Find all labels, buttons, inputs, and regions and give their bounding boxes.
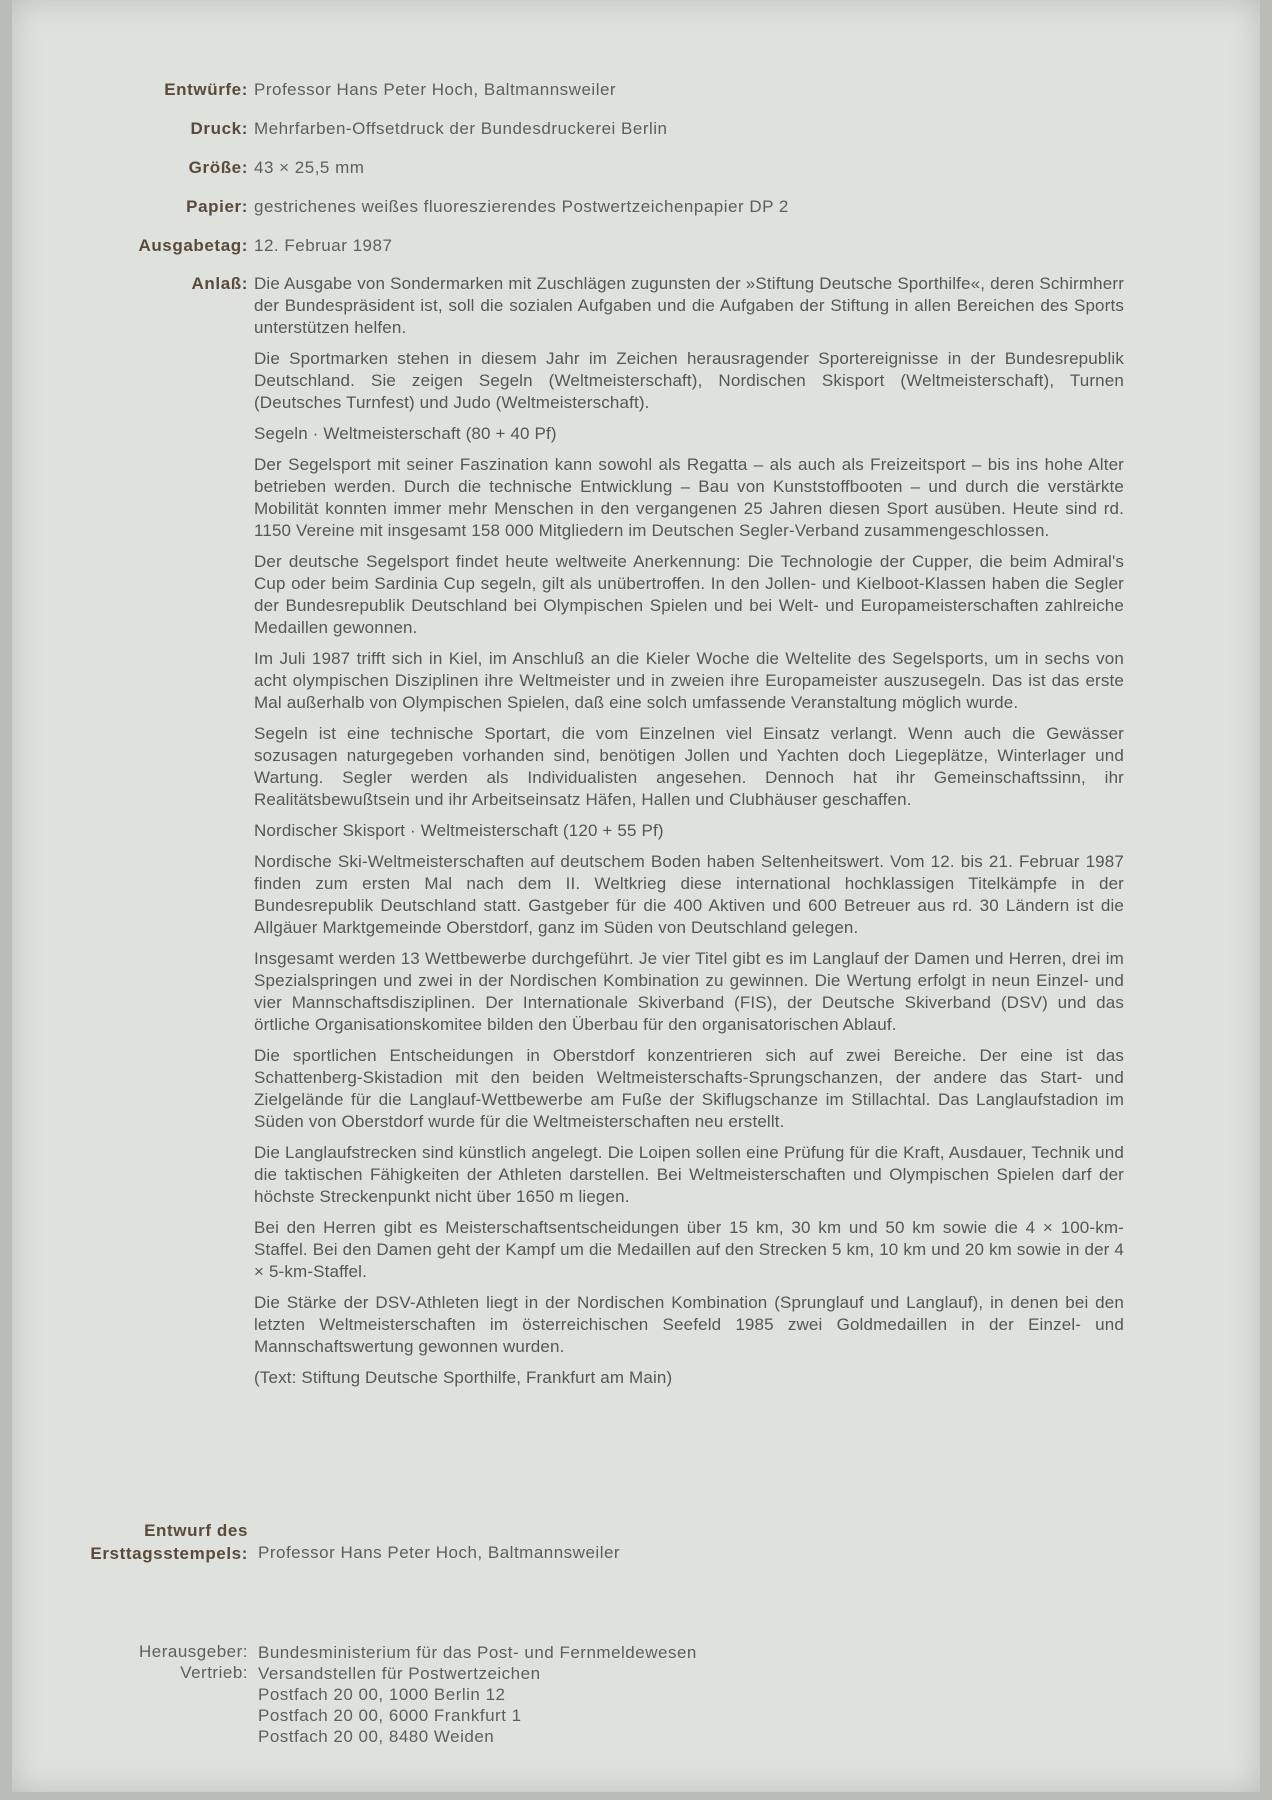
label-stempel — [90, 1519, 248, 1565]
label-druck: Druck: — [190, 119, 248, 138]
paragraph: Die Ausgabe von Sondermarken mit Zuschlägen zugunsten der »Stiftung Deutsche Sporthilfe«, deren Schirmherr der Bundespräsident ist, soll die sozialen Aufgaben und die Aufgaben der Stiftung in allen Bereichen des Sports unterstützen helfen. — [254, 274, 1124, 337]
footer-line: Postfach 20 00, 1000 Berlin 12 — [258, 1685, 506, 1704]
label-anlass: Anlaß: — [191, 274, 248, 293]
label-stempel-line1: Entwurf des — [144, 1521, 248, 1540]
paragraph: Segeln ist eine technische Sportart, die vom Einzelnen viel Einsatz verlangt. Wenn auch die Gewässer sozusagen naturgegeben vorhanden sind, benötigen Jollen und Yachten doch Liegeplätze, Winterlager und Wartung. Segler werden als Individualisten angesehen. Dennoch hat ihr Gemeinschaftssinn, ihr Realitätsbewußtsein und ihr Arbeitseinsatz Häfen, Hallen und Clubhäuser geschaffen. — [254, 724, 1124, 809]
paragraph: Der Segelsport mit seiner Faszination kann sowohl als Regatta – als auch als Freizeitsport – bis ins hohe Alter betrieben werden. Durch die technische Entwicklung – Bau von Kunststoffbooten – und durch die verstärkte Mobilität konnten immer mehr Menschen in den vergangenen 25 Jahren diesen Sport ausüben. Heute sind rd. 1150 Vereine mit insgesamt 158 000 Mitgliedern im Deutschen Segler-Verband zusammengeschlossen. — [254, 455, 1124, 540]
paragraph: Die Sportmarken stehen in diesem Jahr im Zeichen herausragender Sportereignisse in der Bundesrepublik Deutschland. Sie zeigen Segeln (Weltmeisterschaft), Nordischen Skisport (Weltmeisterschaft), Turnen (Deutsches Turnfest) und Judo (Weltmeisterschaft). — [254, 349, 1124, 412]
paragraph: Insgesamt werden 13 Wettbewerbe durchgeführt. Je vier Titel gibt es im Langlauf der Damen und Herren, drei im Spezialspringen und zwei in der Nordischen Kombination zu gewinnen. Die Wertung erfolgt in neun Einzel- und vier Mannschaftsdisziplinen. Der Internationale Skiverband (FIS), der Deutsche Skiverband (DSV) und das örtliche Organisationskomitee bilden den Überbau für den organisatorischen Ablauf. — [254, 949, 1124, 1034]
paragraph: Der deutsche Segelsport findet heute weltweite Anerkennung: Die Technologie der Cupper, die beim Admiral's Cup oder beim Sardinia Cup segeln, gilt als unübertroffen. In den Jollen- und Kielboot-Klassen haben die Segler der Bundesrepublik Deutschland bei Olympischen Spielen und bei Welt- und Europameisterschaften zahlreiche Medaillen gewonnen. — [254, 552, 1124, 637]
footer-line: Postfach 20 00, 6000 Frankfurt 1 — [258, 1706, 522, 1725]
paragraph: Bei den Herren gibt es Meisterschaftsentscheidungen über 15 km, 30 km und 50 km sowie die 4 × 100-km-Staffel. Bei den Damen geht der Kampf um die Medaillen auf den Strecken 5 km, 10 km und 20 km sowie in der 4 × 5-km-Staffel. — [254, 1218, 1124, 1281]
paragraph: Im Juli 1987 trifft sich in Kiel, im Anschluß an die Kieler Woche die Weltelite des Segelsports, um in sechs von acht olympischen Disziplinen ihre Weltmeister und in zweien ihre Europameister auszusegeln. Das ist das erste Mal außerhalb von Olympischen Spielen, daß eine solch umfassende Veranstaltung möglich wurde. — [254, 649, 1124, 712]
section-heading-segeln: Segeln · Weltmeisterschaft (80 + 40 Pf) — [254, 424, 557, 443]
value-entwuerfe: Professor Hans Peter Hoch, Baltmannsweiler — [254, 80, 617, 99]
section-heading-ski: Nordischer Skisport · Weltmeisterschaft (120 + 55 Pf) — [254, 821, 664, 840]
footer-line: Versandstellen für Postwertzeichen — [258, 1664, 541, 1683]
text-credit: (Text: Stiftung Deutsche Sporthilfe, Frankfurt am Main) — [254, 1368, 673, 1387]
label-entwuerfe: Entwürfe: — [164, 80, 248, 99]
stamp-info-sheet — [12, 0, 1260, 1792]
footer-line: Postfach 20 00, 8480 Weiden — [258, 1727, 495, 1746]
value-groesse: 43 × 25,5 mm — [254, 158, 365, 177]
label-vertrieb: Vertrieb: — [180, 1663, 248, 1682]
label-groesse: Größe: — [188, 158, 248, 177]
anlass-body — [254, 273, 1124, 1398]
label-herausgeber: Herausgeber: — [138, 1642, 248, 1661]
label-papier: Papier: — [186, 197, 248, 216]
label-ausgabetag: Ausgabetag: — [138, 236, 248, 255]
paragraph: Die Stärke der DSV-Athleten liegt in der Nordischen Kombination (Sprunglauf und Langlauf), in denen bei den letzten Weltmeisterschaften im österreichischen Seefeld 1985 zwei Goldmedaillen in der Einzel- und Mannschaftswertung gewonnen wurden. — [254, 1293, 1124, 1356]
label-stempel-line2: Ersttagsstempels: — [90, 1544, 248, 1563]
paragraph: Die sportlichen Entscheidungen in Oberstdorf konzentrieren sich auf zwei Bereiche. Der eine ist das Schattenberg-Skistadion mit den beiden Weltmeisterschafts-Sprungschanzen, der andere das Start- und Zielgelände für die Langlauf-Wettbewerbe am Fuße der Skiflugschanze im Stillachtal. Das Langlaufstadion im Süden von Oberstdorf wurde für die Weltmeisterschaften neu erstellt. — [254, 1046, 1124, 1131]
footer-lines — [258, 1642, 697, 1747]
footer-line: Bundesministerium für das Post- und Fernmeldewesen — [258, 1643, 697, 1662]
paragraph: Die Langlaufstrecken sind künstlich angelegt. Die Loipen sollen eine Prüfung für die Kraft, Ausdauer, Technik und die taktischen Fähigkeiten der Athleten darstellen. Bei Weltmeisterschaften und Olympischen Spielen darf der höchste Streckenpunkt nicht über 1650 m liegen. — [254, 1143, 1124, 1206]
value-ausgabetag: 12. Februar 1987 — [254, 236, 393, 255]
value-stempel: Professor Hans Peter Hoch, Baltmannsweiler — [258, 1543, 621, 1562]
value-druck: Mehrfarben-Offsetdruck der Bundesdruckerei Berlin — [254, 119, 668, 138]
paragraph: Nordische Ski-Weltmeisterschaften auf deutschem Boden haben Seltenheitswert. Vom 12. bis 21. Februar 1987 finden zum ersten Mal nach dem II. Weltkrieg diese international hochklassigen Titelkämpfe in der Bundesrepublik Deutschland statt. Gastgeber für die 400 Aktiven und 600 Betreuer aus rd. 30 Ländern ist die Allgäuer Marktgemeinde Oberstdorf, ganz im Süden von Deutschland gelegen. — [254, 852, 1124, 937]
value-papier: gestrichenes weißes fluoreszierendes Postwertzeichenpapier DP 2 — [254, 197, 789, 216]
